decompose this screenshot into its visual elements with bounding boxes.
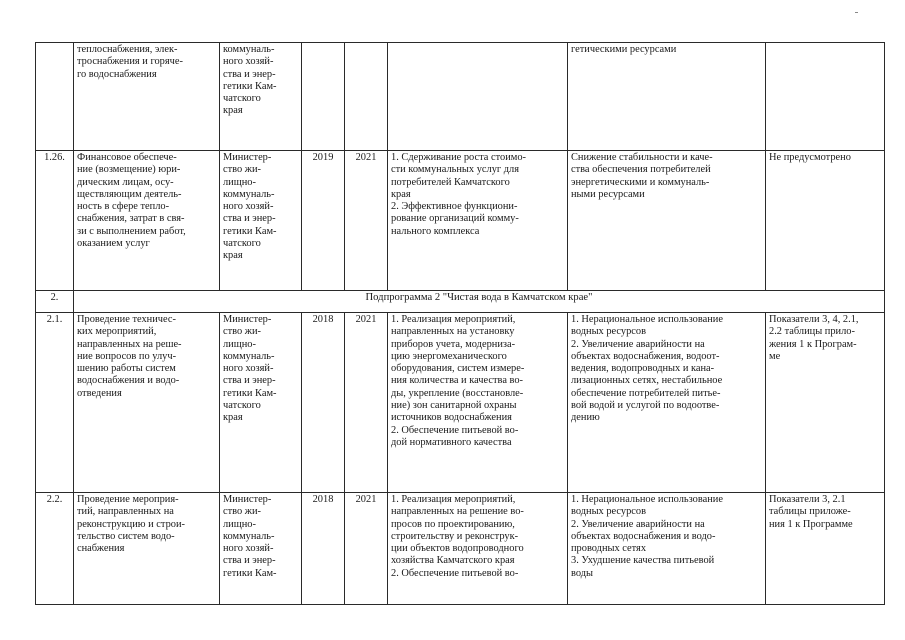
text-line: воды	[571, 567, 593, 579]
text-line: цию энергомеханического	[391, 350, 507, 362]
text-line: ность в сфере тепло-	[77, 201, 170, 213]
cell-end-year	[345, 43, 388, 151]
text-line: нального комплекса	[391, 225, 480, 237]
text-line: тельство систем водо-	[77, 530, 175, 542]
text-line: ды, укрепление (восстановле-	[391, 387, 524, 399]
text-line: 2. Обеспечение питьевой во-	[391, 424, 519, 436]
cell-start-year: 2019	[302, 151, 345, 291]
cell-measure-name	[74, 313, 220, 493]
text-line: энергетическими и коммуналь-	[571, 176, 710, 188]
cell-num: 2.2.	[36, 493, 74, 605]
text-line: чатского	[223, 400, 261, 412]
text-line: чатского	[223, 238, 261, 250]
text-line: 2.2 таблицы прило-	[769, 326, 855, 338]
cell-expected-result	[388, 313, 568, 493]
text-line: 1. Нерациональное использование	[571, 314, 723, 325]
text-line: ществляющим деятель-	[77, 188, 182, 200]
text-line: ких мероприятий,	[77, 326, 157, 338]
text-line: 2. Эффективное функциони-	[391, 201, 518, 213]
cell-consequences	[568, 313, 766, 493]
text-line: шению работы систем	[77, 363, 176, 375]
text-line: ство жи-	[223, 164, 261, 176]
subprogram-title: Подпрограмма 2 "Чистая вода в Камчатском крае"	[74, 291, 885, 313]
cell-executor	[220, 313, 302, 493]
text-line: просов по проектированию,	[391, 518, 515, 530]
text-line: Не предусмотрено	[769, 152, 851, 163]
cell-executor	[220, 493, 302, 605]
text-line: коммуналь-	[223, 188, 275, 200]
text-line: края	[223, 250, 243, 262]
text-line: проводных сетях	[571, 543, 647, 555]
text-line: ведения, водопроводных и кана-	[571, 363, 715, 375]
text-line: снабжения, затрат в свя-	[77, 213, 185, 225]
text-line: таблицы приложе-	[769, 506, 851, 518]
cell-num	[36, 43, 74, 151]
text-line: ние) зон санитарной охраны	[391, 400, 517, 412]
text-line: вой водой и услугой по водоотве-	[571, 400, 720, 412]
text-line: го водоснабжения	[77, 68, 157, 80]
scan-mark	[855, 12, 858, 13]
text-line: троснабжения и горяче-	[77, 56, 183, 68]
cell-start-year: 2018	[302, 313, 345, 493]
text-line: ство жи-	[223, 326, 261, 338]
table-row-2-1	[36, 313, 885, 493]
cell-measure-name	[74, 43, 220, 151]
text-line: сти коммунальных услуг для	[391, 164, 519, 176]
cell-end-year: 2021	[345, 151, 388, 291]
text-line: ства и энер-	[223, 213, 276, 225]
text-line: края	[391, 188, 411, 200]
text-line: ции объектов водопроводного	[391, 543, 524, 555]
cell-end-year: 2021	[345, 493, 388, 605]
text-line: ного хозяй-	[223, 543, 274, 555]
text-line: источников водоснабжения	[391, 412, 512, 424]
cell-expected-result	[388, 151, 568, 291]
text-line: Финансовое обеспече-	[77, 152, 177, 163]
text-line: Проведение техничес-	[77, 314, 176, 325]
text-line: лизационных сетях, нестабильное	[571, 375, 723, 387]
cell-executor	[220, 43, 302, 151]
text-line: 2. Увеличение аварийности на	[571, 518, 705, 530]
cell-indicators	[766, 43, 885, 151]
text-line: 1. Реализация мероприятий,	[391, 314, 516, 325]
text-line: коммуналь-	[223, 350, 275, 362]
text-line: теплоснабжения, элек-	[77, 44, 178, 55]
text-line: ного хозяй-	[223, 56, 274, 68]
text-line: реконструкцию и строи-	[77, 518, 185, 530]
text-line: водоснабжения и водо-	[77, 375, 180, 387]
cell-expected-result	[388, 43, 568, 151]
text-line: Проведение мероприя-	[77, 494, 179, 505]
text-line: приборов учета, модерниза-	[391, 338, 516, 350]
text-line: края	[223, 105, 243, 117]
cell-start-year: 2018	[302, 493, 345, 605]
program-measures-table	[35, 42, 885, 605]
text-line: чатского	[223, 93, 261, 105]
text-line: 1. Нерациональное использование	[571, 494, 723, 505]
table-row-1-26	[36, 151, 885, 291]
text-line: 1. Сдерживание роста стоимо-	[391, 152, 527, 163]
text-line: оборудования, систем измере-	[391, 363, 525, 375]
table-row-continuation	[36, 43, 885, 151]
text-line: объектах водоснабжения, водоот-	[571, 350, 720, 362]
cell-start-year	[302, 43, 345, 151]
text-line: ного хозяй-	[223, 201, 274, 213]
text-line: Показатели 3, 2.1	[769, 494, 846, 505]
text-line: 2. Увеличение аварийности на	[571, 338, 705, 350]
text-line: хозяйства Камчатского края	[391, 555, 515, 567]
cell-end-year: 2021	[345, 313, 388, 493]
text-line: ние вопросов по улуч-	[77, 350, 177, 362]
text-line: водных ресурсов	[571, 326, 646, 338]
table-row-subprogram-2	[36, 291, 885, 313]
text-line: водных ресурсов	[571, 506, 646, 518]
cell-expected-result	[388, 493, 568, 605]
text-line: 3. Ухудшение качества питьевой	[571, 555, 715, 567]
text-line: 2. Обеспечение питьевой во-	[391, 567, 519, 579]
cell-consequences	[568, 493, 766, 605]
cell-num: 2.	[36, 291, 74, 313]
text-line: ме	[769, 350, 781, 362]
text-line: 1. Реализация мероприятий,	[391, 494, 516, 505]
text-line: гетики Кам-	[223, 387, 277, 399]
text-line: рование организаций комму-	[391, 213, 519, 225]
text-line: направленных на решение во-	[391, 506, 524, 518]
text-line: жения 1 к Програм-	[769, 338, 857, 350]
text-line: дению	[571, 412, 600, 424]
text-line: потребителей Камчатского	[391, 176, 510, 188]
text-line: ства и энер-	[223, 68, 276, 80]
text-line: ства обеспечения потребителей	[571, 164, 711, 176]
text-line: отведения	[77, 387, 122, 399]
text-line: Министер-	[223, 314, 272, 325]
text-line: коммуналь-	[223, 44, 275, 55]
text-line: ного хозяй-	[223, 363, 274, 375]
text-line: Показатели 3, 4, 2.1,	[769, 314, 859, 325]
cell-indicators	[766, 493, 885, 605]
cell-num: 2.1.	[36, 313, 74, 493]
text-line: строительству и реконструк-	[391, 530, 519, 542]
text-line: ства и энер-	[223, 555, 276, 567]
text-line: ства и энер-	[223, 375, 276, 387]
text-line: гетики Кам-	[223, 80, 277, 92]
text-line: ние (возмещение) юри-	[77, 164, 181, 176]
cell-measure-name	[74, 151, 220, 291]
text-line: ство жи-	[223, 506, 261, 518]
text-line: направленных на установку	[391, 326, 515, 338]
text-line: обеспечение потребителей питье-	[571, 387, 721, 399]
text-line: гетическими ресурсами	[571, 44, 677, 55]
cell-num: 1.26.	[36, 151, 74, 291]
text-line: Снижение стабильности и каче-	[571, 152, 713, 163]
text-line: оказанием услуг	[77, 238, 150, 250]
text-line: направленных на реше-	[77, 338, 182, 350]
text-line: коммуналь-	[223, 530, 275, 542]
text-line: гетики Кам-	[223, 567, 277, 579]
text-line: Министер-	[223, 152, 272, 163]
text-line: лищно-	[223, 518, 256, 530]
text-line: лищно-	[223, 176, 256, 188]
text-line: ния 1 к Программе	[769, 518, 853, 530]
table-row-2-2	[36, 493, 885, 605]
cell-executor	[220, 151, 302, 291]
text-line: Министер-	[223, 494, 272, 505]
text-line: дой нормативного качества	[391, 436, 512, 448]
text-line: зи с выполнением работ,	[77, 225, 186, 237]
text-line: лищно-	[223, 338, 256, 350]
cell-indicators	[766, 313, 885, 493]
text-line: ния количества и качества во-	[391, 375, 524, 387]
cell-indicators	[766, 151, 885, 291]
text-line: тий, направленных на	[77, 506, 174, 518]
text-line: гетики Кам-	[223, 225, 277, 237]
cell-measure-name	[74, 493, 220, 605]
text-line: снабжения	[77, 543, 125, 555]
cell-consequences	[568, 151, 766, 291]
text-line: ными ресурсами	[571, 188, 645, 200]
text-line: объектах водоснабжения и водо-	[571, 530, 716, 542]
text-line: дическим лицам, осу-	[77, 176, 174, 188]
text-line: края	[223, 412, 243, 424]
cell-consequences	[568, 43, 766, 151]
